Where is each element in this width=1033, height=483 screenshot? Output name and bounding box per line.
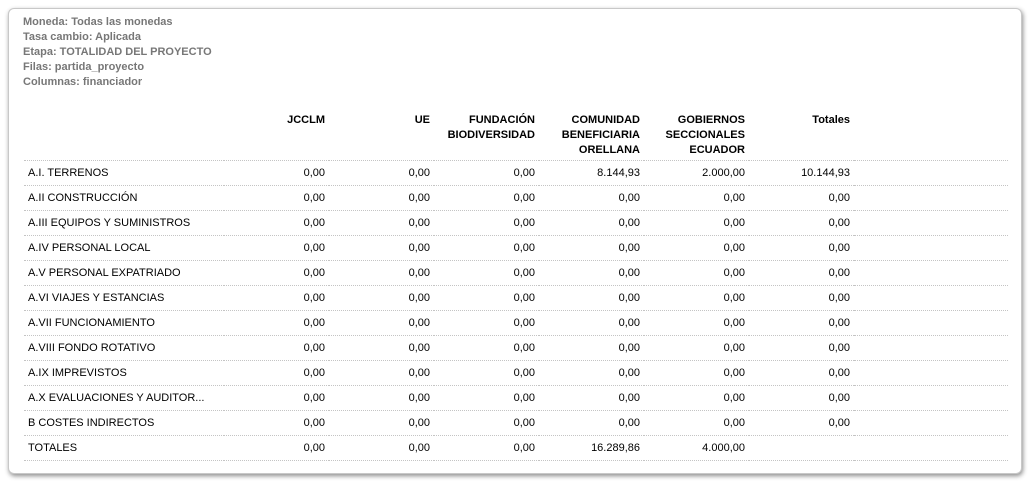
table-cell [749, 436, 854, 461]
table-cell: 0,00 [644, 411, 749, 436]
table-cell: 0,00 [224, 386, 329, 411]
table-cell: 4.000,00 [644, 436, 749, 461]
table-cell-filler [854, 311, 1008, 336]
column-header: FUNDACIÓN BIODIVERSIDAD [434, 113, 539, 161]
table-cell-filler [854, 336, 1008, 361]
table-cell-filler [854, 261, 1008, 286]
row-label: A.VI VIAJES Y ESTANCIAS [24, 286, 224, 311]
table-cell: 0,00 [329, 161, 434, 186]
table-cell: 0,00 [329, 411, 434, 436]
table-cell: 0,00 [434, 436, 539, 461]
filter-moneda: Moneda: Todas las monedas [23, 16, 173, 28]
column-header: COMUNIDAD BENEFICIARIA ORELLANA [539, 113, 644, 161]
table-cell: 0,00 [434, 186, 539, 211]
table-row [24, 311, 1008, 336]
table-cell: 2.000,00 [644, 161, 749, 186]
table-cell-filler [854, 436, 1008, 461]
table-cell: 0,00 [224, 436, 329, 461]
table-cell: 0,00 [224, 286, 329, 311]
table-cell: 0,00 [644, 236, 749, 261]
table-cell-filler [854, 161, 1008, 186]
table-cell: 0,00 [644, 311, 749, 336]
table-cell: 0,00 [644, 261, 749, 286]
table-cell: 8.144,93 [539, 161, 644, 186]
column-header: UE [329, 113, 434, 161]
table-cell: 0,00 [224, 161, 329, 186]
table-cell: 0,00 [749, 311, 854, 336]
table-cell-filler [854, 411, 1008, 436]
table-cell: 0,00 [224, 236, 329, 261]
table-row [24, 386, 1008, 411]
table-cell: 0,00 [224, 361, 329, 386]
table-cell-filler [854, 186, 1008, 211]
filter-columnas: Columnas: financiador [23, 76, 143, 88]
table-header-row [24, 113, 1008, 161]
table-row [24, 411, 1008, 436]
row-label: A.IV PERSONAL LOCAL [24, 236, 224, 261]
table-cell: 0,00 [749, 211, 854, 236]
row-label: A.III EQUIPOS Y SUMINISTROS [24, 211, 224, 236]
table-cell-filler [854, 386, 1008, 411]
table-cell: 0,00 [329, 386, 434, 411]
table-row [24, 186, 1008, 211]
table-cell: 16.289,86 [539, 436, 644, 461]
table-cell: 0,00 [644, 386, 749, 411]
table-cell: 0,00 [224, 336, 329, 361]
table-row [24, 161, 1008, 186]
column-header-filler [854, 113, 1008, 161]
table-cell: 0,00 [749, 386, 854, 411]
table-cell: 0,00 [539, 311, 644, 336]
table-cell: 0,00 [539, 186, 644, 211]
table-row [24, 286, 1008, 311]
filter-tasa-cambio: Tasa cambio: Aplicada [23, 31, 141, 43]
report-filters [23, 15, 212, 90]
row-label: A.V PERSONAL EXPATRIADO [24, 261, 224, 286]
table-row [24, 336, 1008, 361]
table-cell: 0,00 [434, 311, 539, 336]
table-cell: 0,00 [329, 336, 434, 361]
row-label: A.VII FUNCIONAMIENTO [24, 311, 224, 336]
filter-filas: Filas: partida_proyecto [23, 61, 145, 73]
filter-etapa: Etapa: TOTALIDAD DEL PROYECTO [23, 46, 212, 58]
table-cell: 0,00 [644, 211, 749, 236]
report-table [24, 113, 1008, 461]
table-cell: 0,00 [749, 361, 854, 386]
row-label: A.I. TERRENOS [24, 161, 224, 186]
table-cell: 0,00 [539, 261, 644, 286]
table-cell: 0,00 [539, 361, 644, 386]
table-cell-filler [854, 286, 1008, 311]
report-panel [8, 8, 1022, 474]
table-cell: 0,00 [434, 211, 539, 236]
table-body [24, 161, 1008, 461]
table-cell: 0,00 [329, 236, 434, 261]
table-cell: 0,00 [539, 286, 644, 311]
table-cell: 0,00 [644, 361, 749, 386]
column-header: JCCLM [224, 113, 329, 161]
column-header: Totales [749, 113, 854, 161]
table-cell: 0,00 [749, 286, 854, 311]
table-cell: 0,00 [329, 361, 434, 386]
table-cell: 0,00 [434, 361, 539, 386]
table-cell: 0,00 [644, 336, 749, 361]
table-cell: 0,00 [434, 411, 539, 436]
table-row [24, 436, 1008, 461]
table-cell: 0,00 [329, 261, 434, 286]
table-cell: 0,00 [539, 336, 644, 361]
table-row [24, 261, 1008, 286]
row-label: A.II CONSTRUCCIÓN [24, 186, 224, 211]
table-cell: 0,00 [434, 386, 539, 411]
table-cell-filler [854, 236, 1008, 261]
table-cell: 0,00 [749, 336, 854, 361]
table-cell: 0,00 [329, 436, 434, 461]
table-cell: 0,00 [539, 211, 644, 236]
table-cell: 0,00 [434, 261, 539, 286]
table-cell: 0,00 [749, 236, 854, 261]
table-cell: 0,00 [539, 386, 644, 411]
table-cell-filler [854, 211, 1008, 236]
table-cell: 0,00 [224, 186, 329, 211]
table-cell: 0,00 [224, 261, 329, 286]
table-cell: 0,00 [329, 286, 434, 311]
row-label: A.IX IMPREVISTOS [24, 361, 224, 386]
table-row [24, 361, 1008, 386]
table-cell: 0,00 [434, 236, 539, 261]
table-cell: 10.144,93 [749, 161, 854, 186]
table-cell: 0,00 [749, 411, 854, 436]
table-cell: 0,00 [644, 186, 749, 211]
table-cell: 0,00 [749, 261, 854, 286]
table-row [24, 236, 1008, 261]
column-header-label [24, 113, 224, 161]
table-cell: 0,00 [434, 161, 539, 186]
row-label: B COSTES INDIRECTOS [24, 411, 224, 436]
table-cell-filler [854, 361, 1008, 386]
table-cell: 0,00 [749, 186, 854, 211]
row-label: TOTALES [24, 436, 224, 461]
table-cell: 0,00 [434, 286, 539, 311]
table-cell: 0,00 [224, 211, 329, 236]
table-cell: 0,00 [434, 336, 539, 361]
row-label: A.VIII FONDO ROTATIVO [24, 336, 224, 361]
table-row [24, 211, 1008, 236]
table-cell: 0,00 [644, 286, 749, 311]
table-cell: 0,00 [329, 211, 434, 236]
column-header: GOBIERNOS SECCIONALES ECUADOR [644, 113, 749, 161]
table-cell: 0,00 [224, 311, 329, 336]
table-cell: 0,00 [329, 186, 434, 211]
row-label: A.X EVALUACIONES Y AUDITOR... [24, 386, 224, 411]
table-cell: 0,00 [539, 411, 644, 436]
table-cell: 0,00 [329, 311, 434, 336]
table-cell: 0,00 [224, 411, 329, 436]
table-cell: 0,00 [539, 236, 644, 261]
